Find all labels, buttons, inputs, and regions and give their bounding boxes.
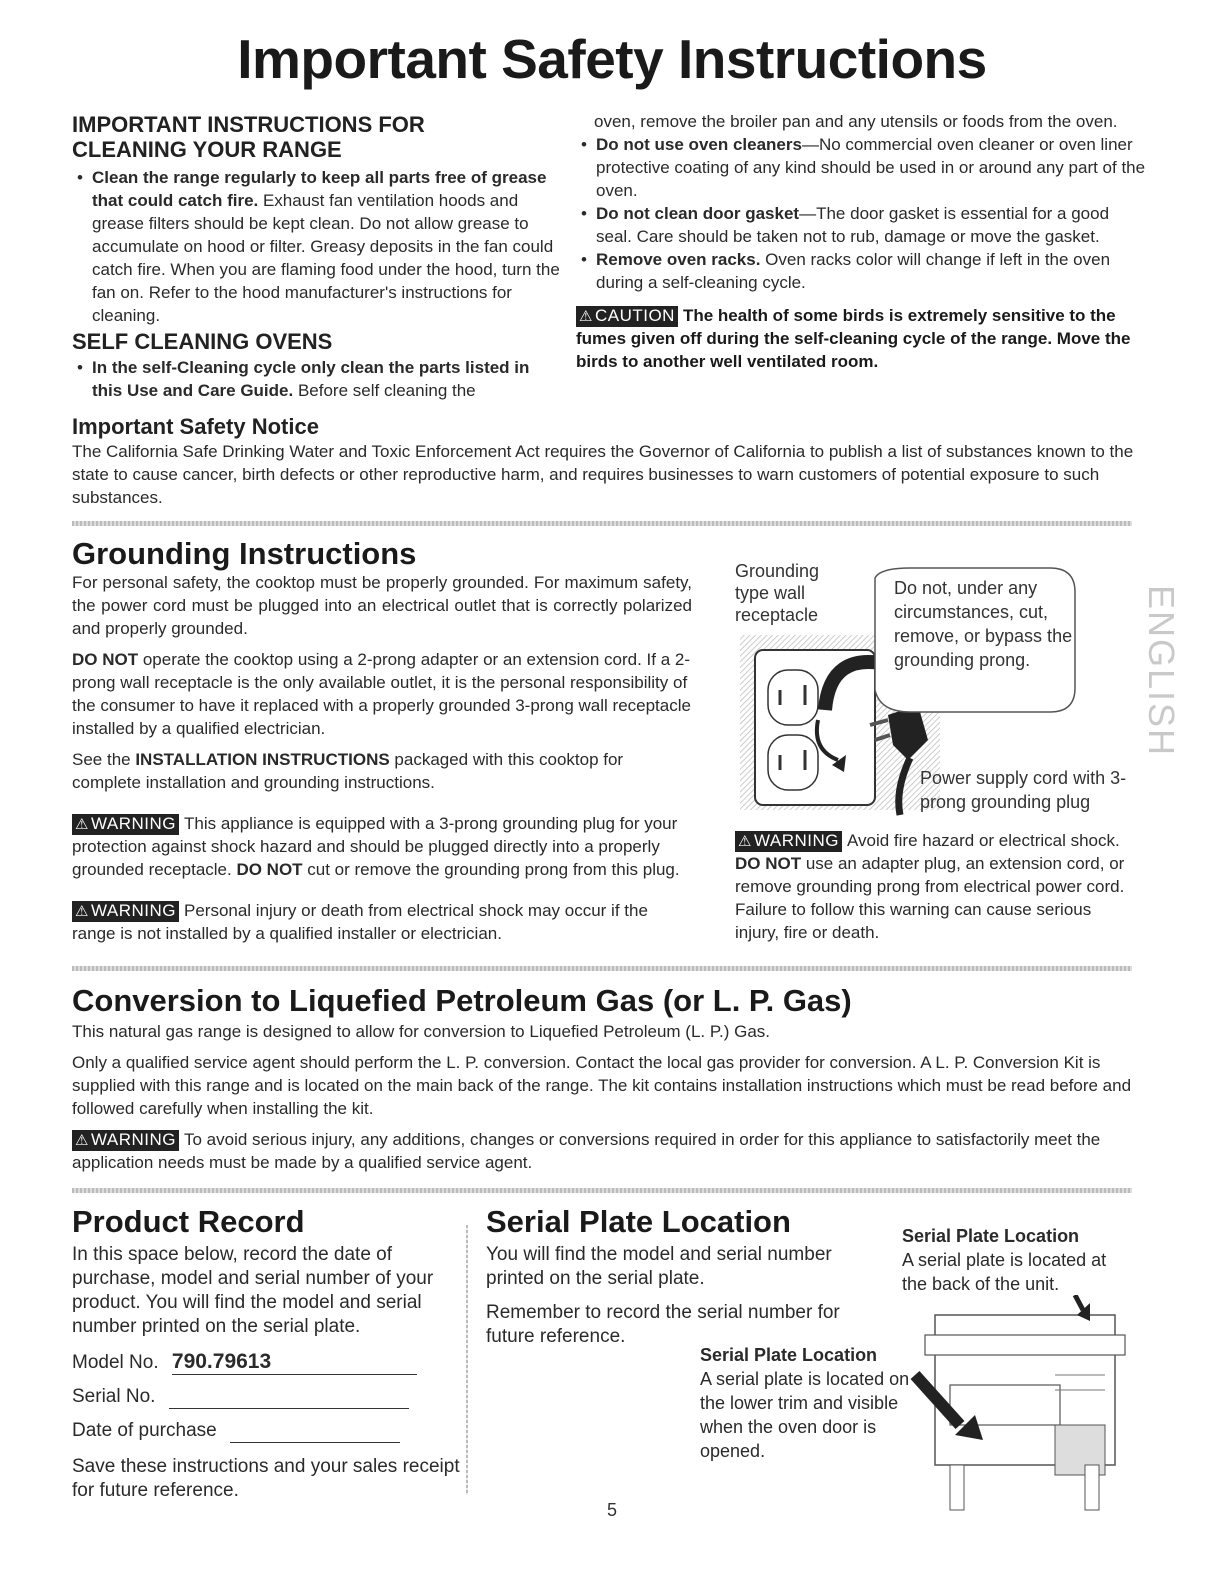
self-cleaning-bullet2-bold: Do not use oven cleaners <box>596 135 802 154</box>
model-row <box>72 1351 462 1375</box>
serial-label: Serial No. <box>72 1386 156 1407</box>
warning-triangle-icon: ⚠ <box>738 833 752 850</box>
cord-label: Power supply cord with 3-prong grounding plug <box>920 768 1127 812</box>
warning-badge <box>72 1130 179 1151</box>
lp-heading: Conversion to Liquefied Petroleum Gas (or L. P. Gas) <box>72 983 852 1018</box>
warning-triangle-icon: ⚠ <box>75 903 89 920</box>
self-cleaning-bullet4-text: Oven racks color will change if left in the oven during a self-cleaning cycle. <box>596 250 1111 292</box>
grounding-figure <box>720 540 1140 820</box>
callout-lower-text: A serial plate is located on the lower trim and visible when the oven door is opened. <box>700 1369 910 1461</box>
warning-1-pre: This appliance is equipped with a 3-prong grounding plug for your protection against shock hazard and should be plugged directly into a properly grounded receptacle. <box>72 814 678 879</box>
serial-field[interactable] <box>169 1388 409 1409</box>
warning-3-pre: Avoid fire hazard or electrical shock. <box>846 831 1120 850</box>
page-number: 5 <box>606 1500 617 1520</box>
self-cleaning-bullet4-bold: Remove oven racks. <box>596 250 761 269</box>
lp-p2: Only a qualified service agent should perform the L. P. conversion. Contact the local gas provider for conversion. A L. P. Conversion Kit is supplied with this range and is located on the main back of the range. The kit contains installation instructions which must be read before and followed carefully when installing the kit. <box>72 1053 1132 1118</box>
cleaning-heading-line2: CLEANING YOUR RANGE <box>72 137 342 162</box>
warning-triangle-icon: ⚠ <box>75 1132 89 1149</box>
self-cleaning-bullet2-text: —No commercial oven cleaner or oven liner protective coating of any kind should be used in or around any part of the oven. <box>596 135 1146 200</box>
callout-lower-heading: Serial Plate Location <box>700 1345 878 1365</box>
model-field[interactable] <box>171 1350 417 1375</box>
warning-label: WARNING <box>90 814 176 833</box>
self-cleaning-continuation: oven, remove the broiler pan and any utensils or foods from the oven. <box>594 112 1118 131</box>
self-cleaning-continued <box>576 110 1146 373</box>
serial-plate-section <box>486 1205 866 1349</box>
grounding-warning-3 <box>735 829 1140 944</box>
grounding-p3-post: packaged with this cooktop for complete installation and grounding instructions. <box>72 750 624 792</box>
self-cleaning-bullet <box>576 248 1146 294</box>
grounding-warning-2 <box>72 899 692 945</box>
cleaning-heading-line1: IMPORTANT INSTRUCTIONS FOR <box>72 112 425 137</box>
language-tab: ENGLISH <box>1141 585 1182 758</box>
outlet-upper <box>768 670 818 725</box>
product-record-footer: Save these instructions and your sales receipt for future reference. <box>72 1456 460 1501</box>
model-label: Model No. <box>72 1352 159 1373</box>
warning-3-bold: DO NOT <box>735 854 802 873</box>
warning-badge <box>72 901 179 922</box>
caution-label: CAUTION <box>594 306 675 325</box>
serial-row <box>72 1385 462 1409</box>
grounding-p2-text: operate the cooktop using a 2-prong adapter or an extension cord. If a 2-prong wall receptacle is the only available outlet, it is the personal responsibility of the consumer to have it replaced with a properly grounded 3-prong wall receptacle installed by a qualified electrician. <box>72 650 691 738</box>
warning-1-post: cut or remove the grounding prong from this plug. <box>302 860 680 879</box>
grounding-p3-bold: INSTALLATION INSTRUCTIONS <box>135 750 390 769</box>
date-field[interactable] <box>230 1422 400 1443</box>
range-illustration <box>905 1295 1145 1525</box>
callout-text: Do not, under any circumstances, cut, remove, or bypass the grounding prong. <box>894 578 1073 670</box>
grounding-p2 <box>72 648 692 740</box>
grounding-section <box>72 537 692 945</box>
self-cleaning-bullet1-text: Before self cleaning the <box>293 381 476 400</box>
warning-label: WARNING <box>90 901 176 920</box>
warning-badge <box>735 831 842 852</box>
self-cleaning-bullet <box>576 202 1146 248</box>
safety-notice-text: The California Safe Drinking Water and Toxic Enforcement Act requires the Governor of California to publish a list of substances known to the state to cause cancer, birth defects or other reproductive harm, and requires businesses to warn customers of potential exposure to such substances. <box>72 442 1134 507</box>
grounding-p2-bold: DO NOT <box>72 650 139 669</box>
warning-1-bold: DO NOT <box>236 860 303 879</box>
lp-section <box>72 984 1142 1174</box>
back-arrow <box>1075 1295 1083 1310</box>
grounding-heading: Grounding Instructions <box>72 536 417 571</box>
serial-plate-p2: Remember to record the serial number for future reference. <box>486 1302 840 1347</box>
model-value: 790.79613 <box>171 1350 272 1373</box>
lp-warning-text: To avoid serious injury, any additions, changes or conversions required in order for this appliance to satisfactorily meet the application needs must be made by a qualified service agent. <box>72 1130 1101 1172</box>
warning-label: WARNING <box>753 831 839 850</box>
serial-plate-p1: You will find the model and serial number printed on the serial plate. <box>486 1244 832 1289</box>
grounding-warning-1 <box>72 812 692 881</box>
warning-triangle-icon: ⚠ <box>75 816 89 833</box>
callout-back-heading: Serial Plate Location <box>902 1226 1080 1246</box>
product-record-heading: Product Record <box>72 1204 305 1239</box>
serial-plate-callout-back <box>902 1224 1122 1296</box>
serial-plate-callout-lower <box>700 1343 915 1463</box>
grounding-p3-pre: See the <box>72 750 136 769</box>
section-divider <box>72 1188 1132 1193</box>
product-record-section <box>72 1205 462 1503</box>
warning-3-post: use an adapter plug, an extension cord, or remove grounding prong from electrical power cord. Failure to follow this warning can cause serious injury, fire or death. <box>735 854 1125 942</box>
section-divider <box>72 521 1132 526</box>
cleaning-section <box>72 112 562 402</box>
cleaning-bullet-bold: Clean the range regularly to keep all parts free of grease that could catch fire. <box>92 168 547 210</box>
date-label: Date of purchase <box>72 1420 217 1441</box>
safety-notice-heading: Important Safety Notice <box>72 414 319 439</box>
lp-warning <box>72 1128 1142 1174</box>
warning-badge <box>72 814 179 835</box>
page-title: Important Safety Instructions <box>237 28 987 90</box>
outlet-lower <box>768 735 818 790</box>
serial-plate-heading: Serial Plate Location <box>486 1204 791 1239</box>
caution-text: The health of some birds is extremely sensitive to the fumes given off during the self-cleaning cycle of the range. Move the birds to another well ventilated room. <box>576 306 1131 371</box>
grounding-p3 <box>72 748 692 794</box>
callout-back-text: A serial plate is located at the back of the unit. <box>902 1250 1107 1294</box>
self-cleaning-bullet <box>576 133 1146 202</box>
self-cleaning-bullet <box>72 356 562 402</box>
self-cleaning-bullet1-bold: In the self-Cleaning cycle only clean the parts listed in this Use and Care Guide. <box>92 358 530 400</box>
caution-badge <box>576 306 678 327</box>
self-cleaning-heading: SELF CLEANING OVENS <box>72 329 333 354</box>
cleaning-bullet <box>72 166 562 327</box>
warning-triangle-icon: ⚠ <box>579 308 593 325</box>
product-record-intro: In this space below, record the date of purchase, model and serial number of your product. You will find the model and serial number printed on the serial plate. <box>72 1244 434 1337</box>
self-cleaning-bullet3-bold: Do not clean door gasket <box>596 204 800 223</box>
caution-notice <box>576 304 1146 373</box>
receptacle-label: Grounding type wall receptacle <box>735 561 820 625</box>
section-divider <box>72 966 1132 971</box>
cleaning-bullet-text: Exhaust fan ventilation hoods and grease filters should be kept clean. Do not allow grease to accumulate on hood or filter. Greasy deposits in the fan could catch fire. When you are flaming food under the hood, turn the fan on. Refer to the hood manufacturer's instructions for cleaning. <box>92 191 560 325</box>
safety-notice <box>72 414 1152 509</box>
lp-p1: This natural gas range is designed to allow for conversion to Liquefied Petroleum (L. P.) Gas. <box>72 1022 771 1041</box>
warning-label: WARNING <box>90 1130 176 1149</box>
warning-2-text: Personal injury or death from electrical shock may occur if the range is not installed by a qualified installer or electrician. <box>72 901 648 943</box>
date-row <box>72 1419 462 1443</box>
self-cleaning-bullet3-text: —The door gasket is essential for a good seal. Care should be taken not to rub, damage or move the gasket. <box>596 204 1110 246</box>
grounding-p1: For personal safety, the cooktop must be properly grounded. For maximum safety, the power cord must be plugged into an electrical outlet that is correctly polarized and properly grounded. <box>72 573 692 638</box>
column-divider <box>466 1225 468 1495</box>
